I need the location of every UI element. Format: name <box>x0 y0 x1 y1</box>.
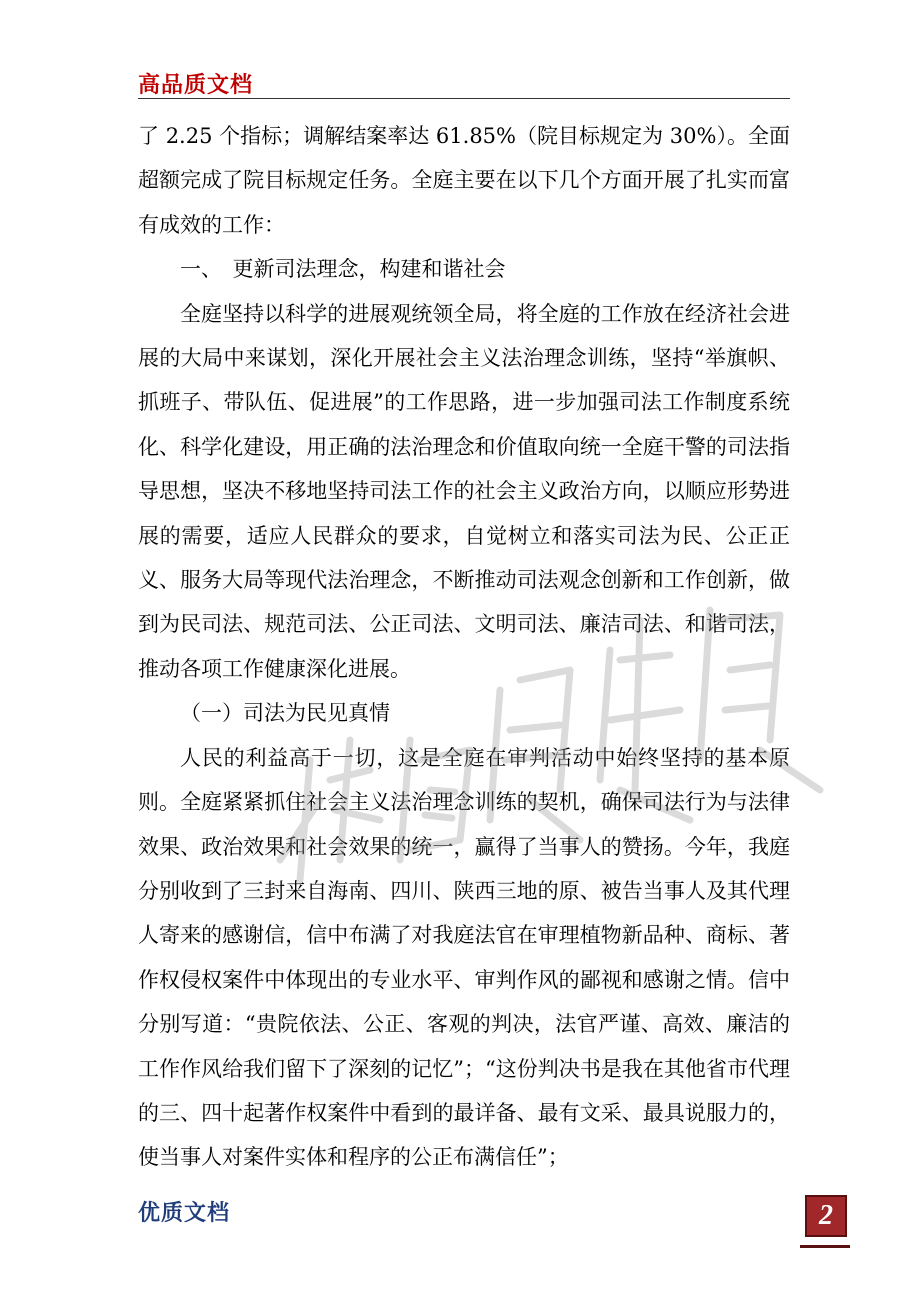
section-heading: 一、 更新司法理念，构建和谐社会 <box>180 257 506 282</box>
document-body <box>138 114 790 1180</box>
body-paragraph: 了 2.25 个指标；调解结案率达 61.85%（院目标规定为 30%）。全面超额完成了院目标规定任务。全庭主要在以下几个方面开展了扎实而富有成效的工作： <box>138 124 790 237</box>
body-paragraph: 人民的利益高于一切，这是全庭在审判活动中始终坚持的基本原则。全庭紧紧抓住社会主义法治理念训练的契机，确保司法行为与法律效果、政治效果和社会效果的统一，赢得了当事人的赞扬。今年，我庭分别收到了三封来自海南、四川、陕西三地的原、被告当事人及其代理人寄来的感谢信，信中布满了对我庭法官在审理植物新品种、商标、著作权侵权案件中体现出的专业水平、审判作风的鄙视和感谢之情。信中分别写道：“贵院依法、公正、客观的判决，法官严谨、高效、廉洁的工作作风给我们留下了深刻的记忆”；“这份判决书是我在其他省市代理的三、四十起著作权案件中看到的最详备、最有文采、最具说服力的，使当事人对案件实体和程序的公正布满信任”； <box>138 745 790 1170</box>
subsection-heading: （一）司法为民见真情 <box>180 701 390 726</box>
page-header <box>138 66 790 99</box>
badge-underline <box>800 1245 850 1248</box>
page-number-badge: 2 <box>805 1195 847 1237</box>
header-title: 高品质文档 <box>138 73 254 98</box>
footer-title: 优质文档 <box>138 1201 231 1226</box>
body-paragraph: 全庭坚持以科学的进展观统领全局，将全庭的工作放在经济社会进展的大局中来谋划，深化开展社会主义法治理念训练，坚持“举旗帜、抓班子、带队伍、促进展”的工作思路，进一步加强司法工作制度系统化、科学化建设，用正确的法治理念和价值取向统一全庭干警的司法指导思想，坚决不移地坚持司法工作的社会主义政治方向，以顺应形势进展的需要，适应人民群众的要求，自觉树立和落实司法为民、公正正义、服务大局等现代法治理念，不断推动司法观念创新和工作创新，做到为民司法、规范司法、公正司法、文明司法、廉洁司法、和谐司法，推动各项工作健康深化进展。 <box>138 301 790 681</box>
